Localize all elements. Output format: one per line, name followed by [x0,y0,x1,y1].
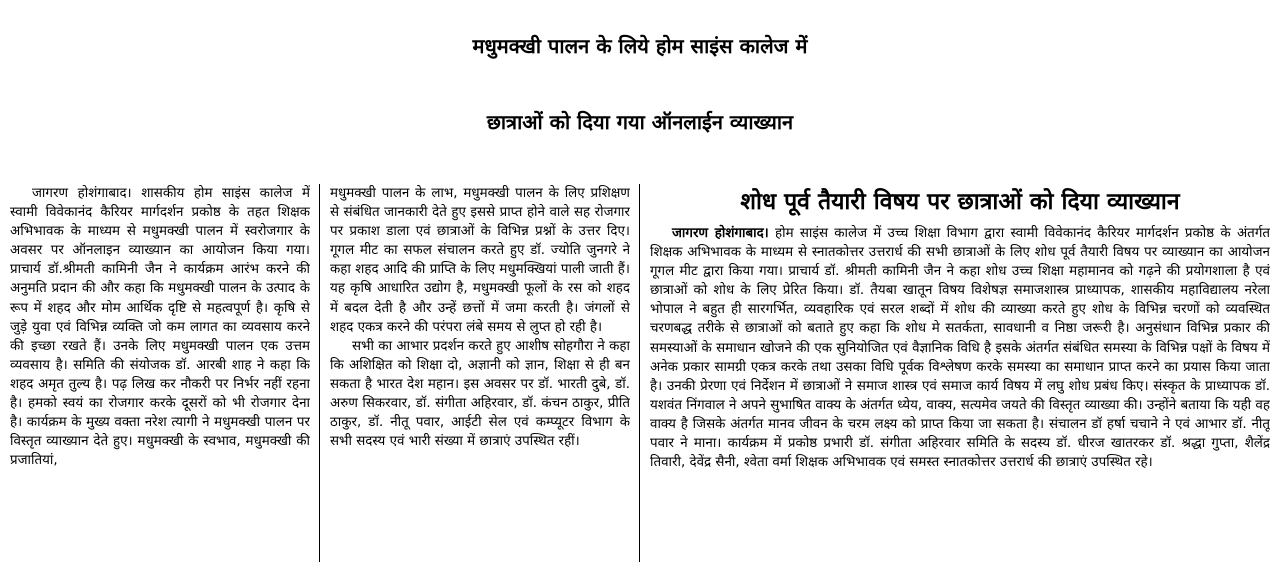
article-2-paragraph [650,224,1270,472]
column-divider-2 [639,184,640,562]
article-1-paragraph-3: सभी का आभार प्रदर्शन करते हुए आशीष सोहगौरा ने कहा कि अशिक्षित को शिक्षा दो, अज्ञानी को ज्ञान, शिक्षा से ही बन सकता है भारत देश महान। इस अवसर पर डॉ. भारती दुबे, डॉ. अरुण सिकरवार, डॉ. संगीता अहिरवार, डॉ. कंचन ठाकुर, प्रीति ठाकुर, डॉ. नीतू पवार, आईटी सेल एवं कम्प्यूटर विभाग के सभी सदस्य एवं भारी संख्या में छात्राएं उपस्थित रहीं। [330,338,630,450]
article-2-body [650,224,1270,564]
headline-line-1: मधुमक्खी पालन के लिये होम साइंस कालेज में [472,34,808,58]
article-2-body-text: होम साइंस कालेज में उच्च शिक्षा विभाग द्वारा स्वामी विवेकानंद कैरियर मार्गदर्शन प्रकोष्ठ के अंतर्गत शिक्षक अभिभावक के माध्यम से स्नातकोत्तर उत्तरार्ध की सभी छात्राओं के लिए शोध पूर्व तैयारी विषय पर व्याख्यान का आयोजन गूगल मीट द्वारा किया गया। प्राचार्य डॉ. श्रीमती कामिनी जैन ने कहा शोध उच्च शिक्षा महामानव को गढ़ने की प्रयोगशाला है एवं छात्राओं को शोध के लिए प्रेरित किया। डॉ. तैयबा खातून विषय विशेषज्ञ समाजशास्त्र प्राध्यापक, शासकीय महाविद्यालय नरेला भोपाल ने बहुत ही सारगर्भित, व्यवहारिक एवं सरल शब्दों में शोध की व्याख्या करते हुए शोध के विभिन्न चरणों को व्यवस्थित चरणबद्ध तरीके से छात्राओं को बताते हुए कहा कि शोध मे सतर्कता, सावधानी व निष्ठा जरूरी है। अनुसंधान विभिन्न प्रकार की समस्याओं के समाधान खोजने की एक सुनियोजित एवं वैज्ञानिक विधि है इसके अंतर्गत संबंधित समस्या के विभिन्न पक्षों के विषय में अनेक प्रकार सामग्री एकत्र करके तथा उसका विधि पूर्वक विश्लेषण करके समस्या का समाधान प्राप्त करने का प्रयास किया जाता है। उनकी प्रेरणा एवं निर्देशन में छात्राओं ने समाज शास्त्र एवं समाज कार्य विषय में लघु शोध प्रबंध किए। संस्कृत के प्राध्यापक डॉ. यशवंत निंगवाल ने अपने सुभाषित वाक्य के अंतर्गत ध्येय, वाक्य, सत्यमेव जयते की विस्तृत व्याख्या की। उन्होंने बताया कि यही वह वाक्य है जिसके अंतर्गत मानव जीवन के चरम लक्ष्य को प्राप्त किया जा सकता है। संचालन डॉ हर्षा चचाने ने एवं आभार डॉ. नीतू पवार ने माना। कार्यक्रम में प्रकोष्ठ प्रभारी डॉ. संगीता अहिरवार समिति के सदस्य डॉ. धीरज खातरकर डॉ. श्रद्धा गुप्ता, शैलेंद्र तिवारी, देवेंद्र सैनी, श्वेता वर्मा शिक्षक अभिभावक एवं समस्त स्नातकोत्तर उत्तरार्ध की छात्राएं उपस्थित रहे। [650,226,1270,471]
article-1-column-2 [330,184,630,564]
article-1-paragraph-1 [10,184,310,470]
article-2-dateline: जागरण होशंगाबाद। [672,226,769,241]
article-1-column-1 [10,184,310,564]
main-headline [0,8,1280,160]
article-1-paragraph-2: मधुमक्खी पालन के लाभ, मधुमक्खी पालन के लिए प्रशिक्षण से संबंधित जानकारी देते हुए इससे प्राप्त होने वाले सह रोजगार पर प्रकाश डाला एवं छात्राओं के विभिन्न प्रश्नों के उत्तर दिए। गूगल मीट का सफल संचालन करते हुए डॉ. ज्योति जुनगरे ने कहा शहद आदि की प्राप्ति के लिए मधुमक्खियां पाली जाती हैं। यह कृषि आधारित उद्योग है, मधुमक्खी फूलों के रस को शहद में बदल देती है और उन्हें छत्तों में जमा करती है। जंगलों से शहद एकत्र करने की परंपरा लंबे समय से लुप्त हो रही है। [330,186,630,335]
article-1-para-1-text: शासकीय होम साइंस कालेज में स्वामी विवेकानंद कैरियर मार्गदर्शन प्रकोष्ठ के तहत शिक्षक अभिभावक के माध्यम से मधुमक्खी पालन में स्वरोजगार के अवसर पर ऑनलाइन व्याख्यान का आयोजन किया गया। प्राचार्य डॉ.श्रीमती कामिनी जैन ने कार्यक्रम आरंभ करने की अनुमति प्रदान की और कहा कि मधुमक्खी पालन के उत्पाद के रूप में शहद और मोम आर्थिक दृष्टि से महत्वपूर्ण है। कृषि से जुड़े युवा एवं विभिन्न व्यक्ति जो कम लागत का व्यवसाय करने की इच्छा रखते हैं। उनके लिए मधुमक्खी पालन एक उत्तम व्यवसाय है। समिति की संयोजक डॉ. आरबी शाह ने कहा कि शहद अमृत तुल्य है। पढ़ लिख कर नौकरी पर निर्भर नहीं रहना है। हमको स्वयं का रोजगार करके दूसरों को भी रोजगार देना है। कार्यक्रम के मुख्य वक्ता नरेश त्यागी ने मधुमक्खी पालन पर विस्तृत व्याख्यान देते हुए। मधुमक्खी के स्वभाव, मधुमक्खी की प्रजातियां, [10,186,310,469]
article-2-headline: शोध पूर्व तैयारी विषय पर छात्राओं को दिया व्याख्यान [740,189,1180,215]
column-divider-1 [319,184,320,562]
headline-line-2: छात्राओं को दिया गया ऑनलाईन व्याख्यान [486,110,794,134]
article-1-dateline: जागरण होशंगाबाद। [32,186,132,201]
